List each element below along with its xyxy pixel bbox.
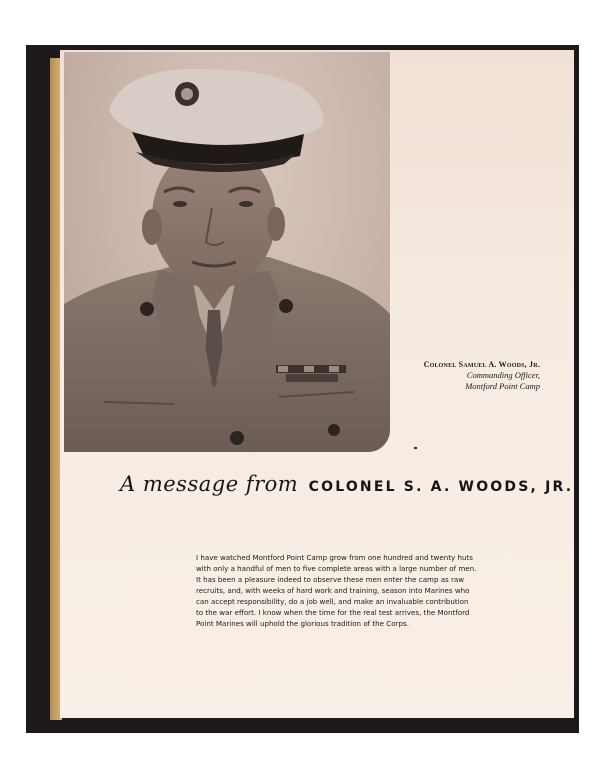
message-line: can accept responsibility, do a job well, and make an invaluable contribution [196,597,469,606]
portrait-photo [64,52,390,452]
headline [120,472,574,512]
caption-location: Montford Point Camp [465,381,540,391]
photo-caption [400,359,540,392]
message-line: with only a handful of men to five complete areas with a large number of men. [196,564,477,573]
headline-name: COLONEL S. A. WOODS, JR. [308,479,574,495]
ink-dot [414,447,417,449]
headline-prefix: A message from [120,472,299,496]
message-line: I have watched Montford Point Camp grow from one hundred and twenty huts [196,553,473,562]
caption-name: Colonel Samuel A. Woods, Jr. [423,360,540,369]
message-line: recruits, and, with weeks of hard work and training, season into Marines who [196,586,470,595]
caption-title: Commanding Officer, [466,370,540,380]
message-body [196,552,538,629]
message-line: Point Marines will uphold the glorious tradition of the Corps. [196,619,409,628]
message-line: to the war effort. I know when the time for the real test arrives, the Montford [196,608,470,617]
message-line: It has been a pleasure indeed to observe these men enter the camp as raw [196,575,465,584]
